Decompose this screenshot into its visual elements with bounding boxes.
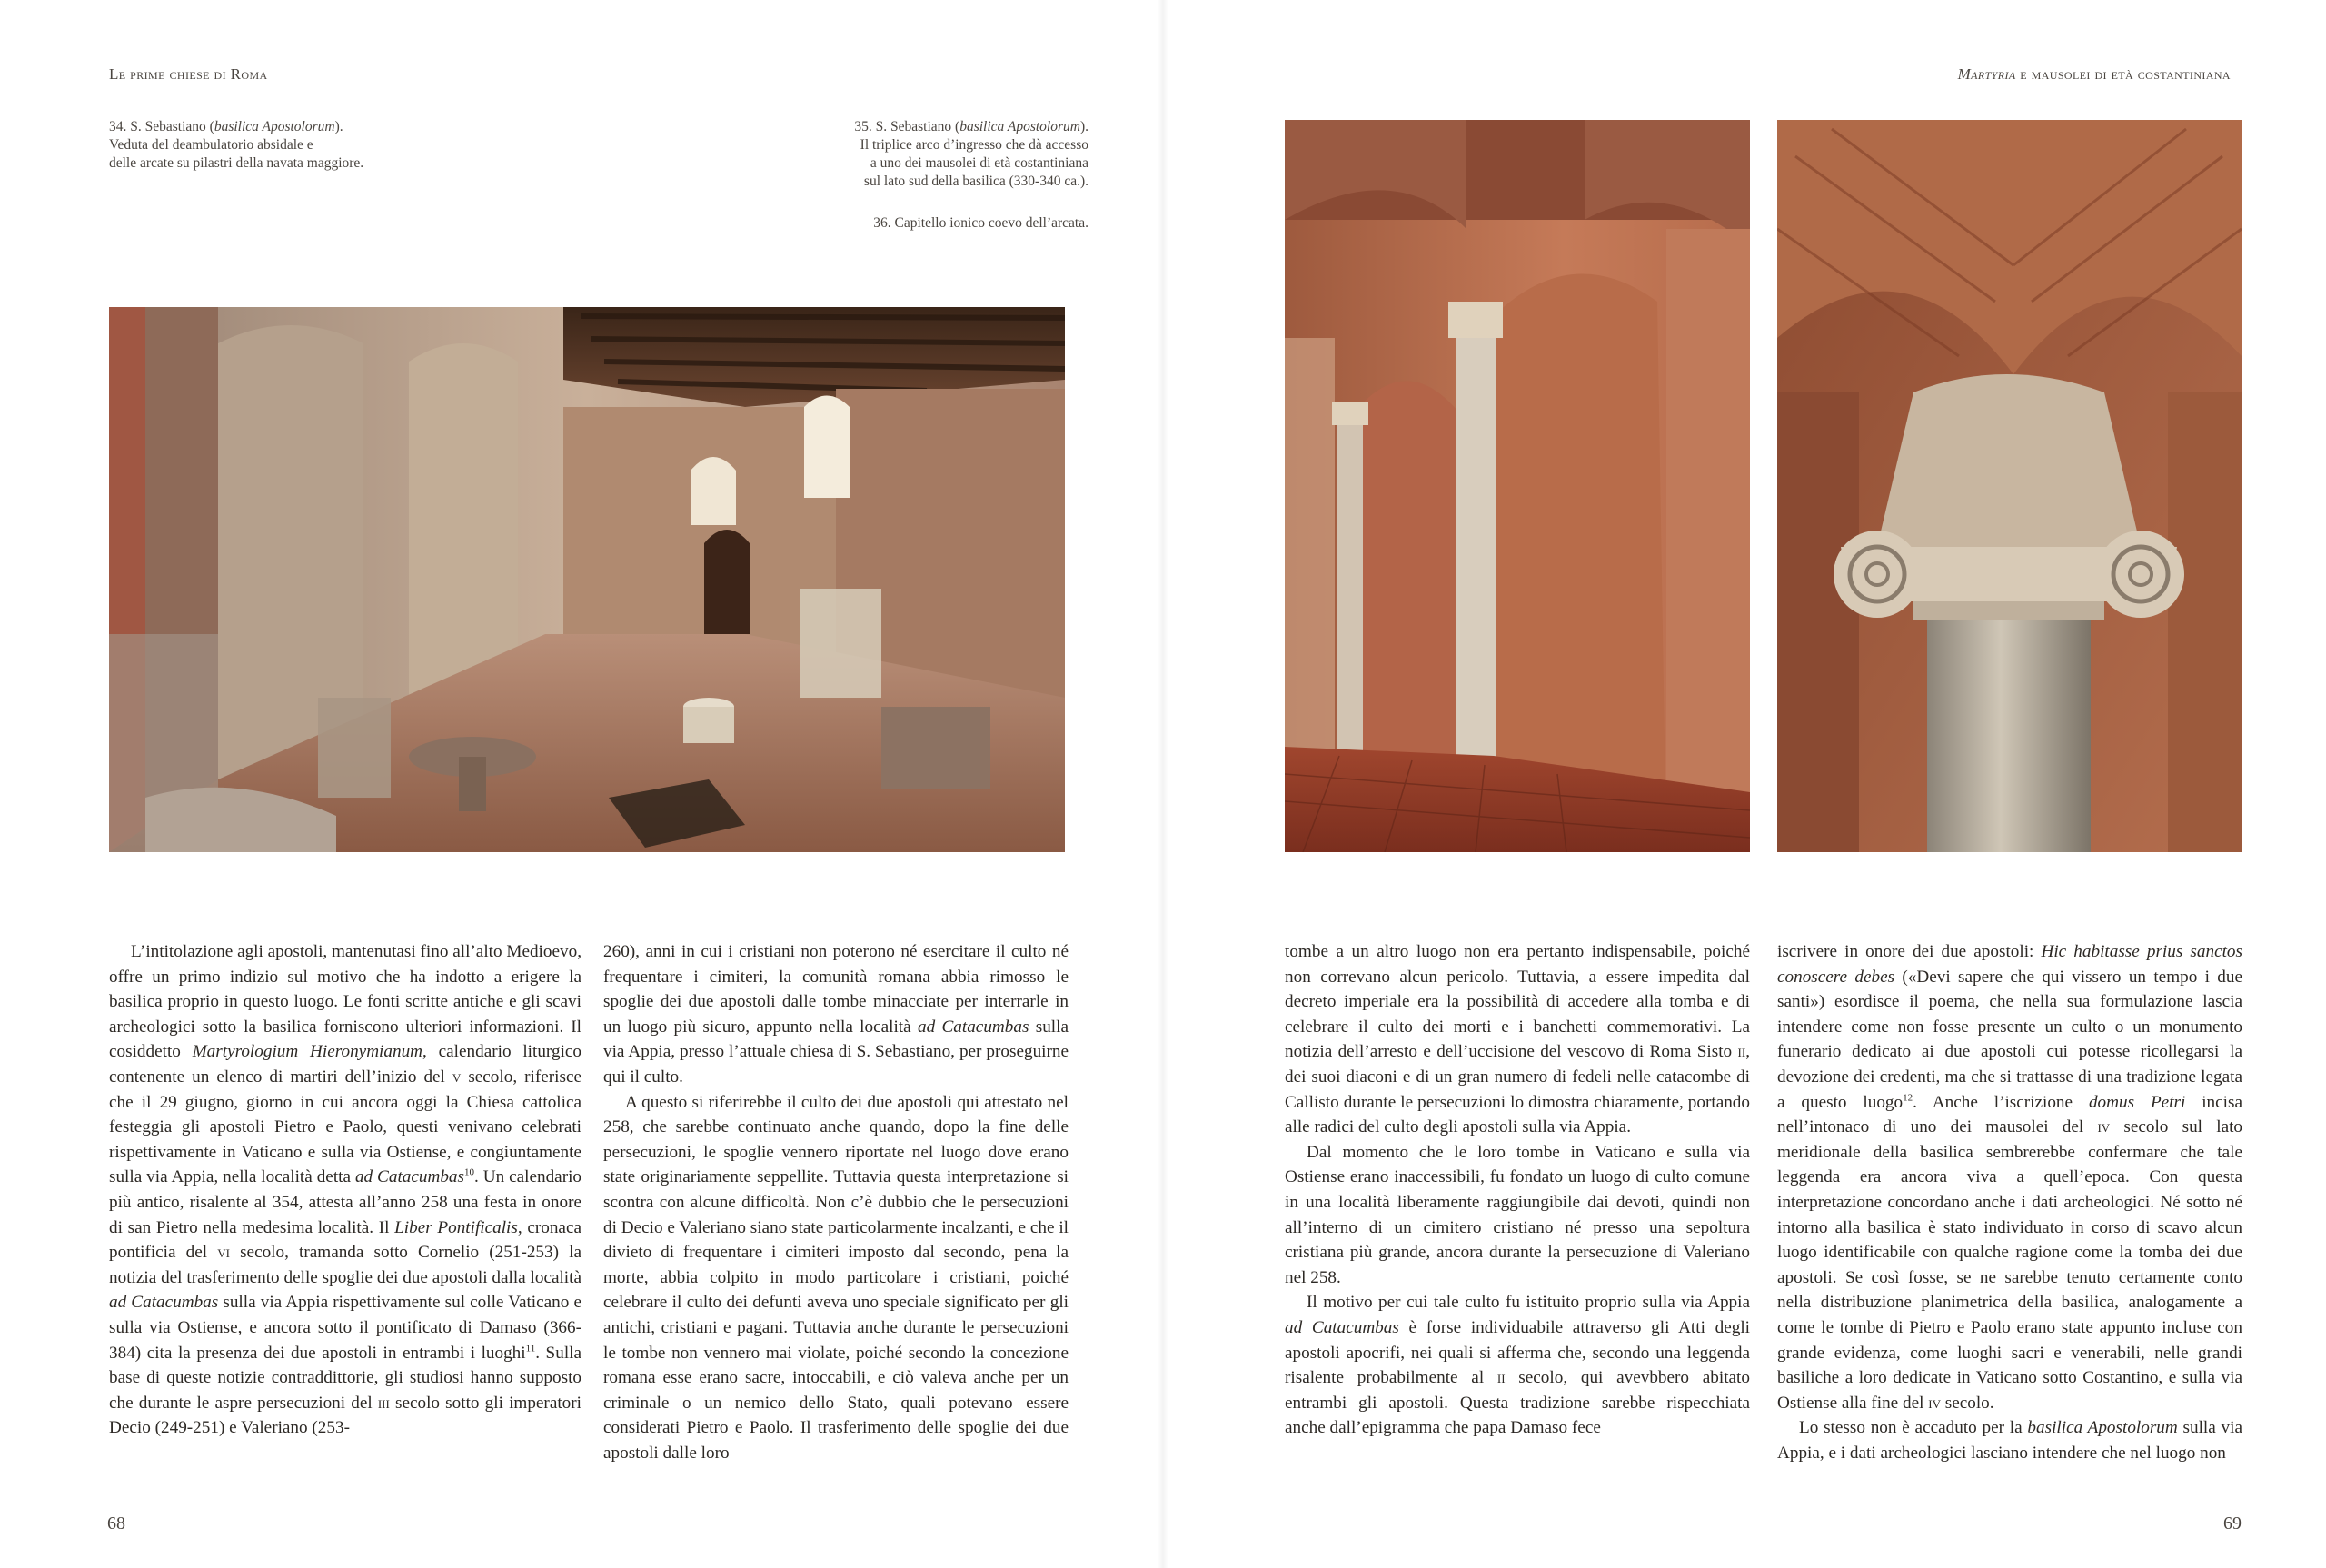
page-number-right: 69	[2223, 1513, 2242, 1533]
caption-35	[691, 118, 1088, 191]
paragraph	[1777, 939, 2242, 1415]
body-italic: Hic habitasse prius sanctos conoscere debes	[1777, 942, 2242, 987]
caption-line: Veduta del deambulatorio absidale e	[109, 137, 313, 153]
paragraph: Dal momento che le loro tombe in Vaticano e sulla via Ostiense erano inaccessibili, fu fondato un luogo di culto comune in una località liberamente raggiungibile dai devoti, quindi non all’interno di un cimitero cristiano né presso una sepoltura cristiana più grande, ancora durante la persecuzione di Valeriano nel 258.	[1285, 1142, 1750, 1287]
body-text: sulla via Appia rispettivamente sul colle Vaticano e sulla via Ostiense, e ancora sotto il pontificato di Damaso (366-384) cita la presenza dei due apostoli in entrambi i luoghi	[109, 1293, 582, 1363]
photo-ionic-capital	[1777, 120, 2242, 852]
body-text: iscrivere in onore dei due apostoli:	[1777, 942, 2042, 961]
footnote-ref: 10	[464, 1166, 474, 1178]
body-italic: ad Catacumbas	[109, 1293, 219, 1313]
caption-text: ).	[334, 119, 343, 134]
body-text: sulla via Appia, presso l’attuale chiesa di S. Sebastiano, per proseguirne qui il culto.	[603, 1017, 1069, 1087]
text-column-1	[109, 939, 582, 1441]
page-number-left: 68	[107, 1513, 125, 1533]
photo-interior-image	[109, 307, 1065, 852]
caption-line: delle arcate su pilastri della navata maggiore.	[109, 155, 364, 171]
body-smallcaps: iii	[377, 1393, 390, 1413]
text-column-2	[603, 939, 1069, 1465]
caption-italic: basilica Apostolorum	[214, 119, 335, 134]
body-text: , calendario liturgico contenente un elenco di martiri dell’inizio del	[109, 1042, 582, 1087]
photo-triple-arch	[1285, 120, 1750, 852]
text-column-4	[1777, 939, 2242, 1465]
footnote-ref: 12	[1903, 1092, 1913, 1104]
body-italic: ad Catacumbas	[917, 1017, 1029, 1037]
photo-arch-image	[1285, 120, 1750, 852]
caption-italic: basilica Apostolorum	[959, 119, 1080, 134]
paragraph	[1285, 1290, 1750, 1441]
caption-36	[691, 214, 1088, 233]
body-italic: domus Petri	[2088, 1092, 2186, 1112]
body-smallcaps: ii	[1737, 1042, 1746, 1062]
paragraph	[603, 939, 1069, 1090]
text-column-3	[1285, 939, 1750, 1441]
caption-line: Il triplice arco d’ingresso che dà accesso	[860, 137, 1088, 153]
body-smallcaps: ii	[1496, 1368, 1506, 1388]
body-text: . Un calendario più antico, risalente al 354, attesta all’anno 258 una festa in onore di san Pietro nella medesima località. Il	[109, 1167, 582, 1237]
gutter-shadow	[1158, 0, 1168, 1568]
body-text: L’intitolazione agli apostoli, mantenutasi fino all’alto Medioevo, offre un primo indizio sul motivo che ha indotto a erigere la basilica proprio in questo luogo. Le fonti scritte antiche e gli scavi archeologici sotto la basilica forniscono ulteriori informazioni. Il cosiddetto	[109, 942, 582, 1062]
body-text: . Sulla base di queste notizie contraddittorie, gli studiosi hanno supposto che durante le aspre persecuzioni del	[109, 1343, 582, 1413]
body-text: («Devi sapere che qui vissero un tempo i due santi») esordisce il poema, che nella sua formulazione lascia intendere come non fosse presente un culto o un monumento funerario dedicato ai due apostoli cui potesse ricollegarsi la devozione dei credenti, ma che si trattasse di una tradizione legata a questo luogo	[1777, 967, 2242, 1112]
caption-line: sul lato sud della basilica (330-340 ca.).	[863, 174, 1088, 189]
running-head-left: Le prime chiese di Roma	[109, 65, 268, 83]
body-smallcaps: iv	[2097, 1117, 2111, 1137]
paragraph: A questo si riferirebbe il culto dei due apostoli qui attestato nel 258, che sarebbe continuato anche quando, dopo la fine delle persecuzioni, le spoglie vennero riportate nel luogo dove erano state originariamente seppellite. Tuttavia questa interpretazione si scontra con alcune difficoltà. Non c’è dubbio che le persecuzioni di Decio e Valeriano siano state particolarmente incalzanti, e che il divieto di frequentare i cimiteri imposto dal secondo, pena la morte, abbia colpito in modo particolare i cristiani, poiché celebrare il culto dei defunti aveva uno speciale significato per gli antichi, cristiani e pagani. Tuttavia anche durante le persecuzioni le tombe non vennero mai violate, poiché secondo la concezione romana esse erano sacre, intoccabili, e ciò valeva anche per un criminale o un nemico dello Stato, quali potevano essere considerati Pietro e Paolo. Il trasferimento delle spoglie dei due apostoli dalle loro	[603, 1092, 1069, 1463]
paragraph	[109, 939, 582, 1441]
body-text: sulla via Appia, e i dati archeologici lasciano intendere che nel luogo non	[1777, 1418, 2242, 1463]
caption-text: ).	[1079, 119, 1088, 134]
caption-text: 34. S. Sebastiano (	[109, 119, 214, 134]
body-text: . Anche l’iscrizione	[1913, 1092, 2089, 1112]
body-italic: ad Catacumbas	[354, 1167, 464, 1187]
footnote-ref: 11	[525, 1343, 536, 1355]
body-text: tombe a un altro luogo non era pertanto indispensabile, poiché non correvano alcun pericolo. Tuttavia, a essere impedita dal decreto imperiale era la possibilità di accedere alla tomba e di celebrare il culto dei morti e i banchetti commemorativi. La notizia dell’arresto e dell’uccisione del vescovo di Roma Sisto	[1285, 942, 1750, 1062]
running-head-right	[1958, 65, 2231, 84]
body-text: è forse individuabile attraverso gli Atti degli apostoli apocrifi, nei quali si afferma che, secondo una leggenda risalente probabilmente al	[1285, 1317, 1750, 1388]
body-italic: ad Catacumbas	[1285, 1317, 1399, 1337]
body-text: secolo.	[1940, 1393, 1994, 1413]
body-text: incisa nell’intonaco di uno dei mausolei del	[1777, 1092, 2242, 1137]
body-text: 260), anni in cui i cristiani non poterono né esercitare il culto né frequentare i cimiteri, la comunità romana abbia rimosso le spoglie dei due apostoli dalle tombe minacciate per interrarle in un luogo più sicuro, appunto nella località	[603, 942, 1069, 1037]
body-italic: basilica Apostolorum	[2027, 1418, 2178, 1438]
paragraph	[1777, 1415, 2242, 1465]
caption-text: 35. S. Sebastiano (	[854, 119, 960, 134]
body-text: secolo sul lato meridionale della basilica sembrerebbe confermare che tale leggenda era ancora viva a quell’epoca. Con questa interpretazione concordano anche i dati archeologici. Né sotto né intorno alla basilica è stato individuato in corso di scavo alcun luogo identificabile con qualche ragione come la tomba dei due apostoli. Se così fosse, se ne sarebbe tenuto certamente conto nella distribuzione planimetrica della basilica, analogamente a come le tombe di Pietro e Paolo erano state appunto incluse con grande evidenza, come luoghi sacri e venerabili, nelle grandi basiliche a loro dedicate in Vaticano sotto Costantino, e sulla via Ostiense alla fine del	[1777, 1117, 2243, 1413]
caption-line: 36. Capitello ionico coevo dell’arcata.	[873, 215, 1088, 231]
body-smallcaps: v	[452, 1067, 462, 1087]
body-smallcaps: vi	[217, 1243, 230, 1263]
body-text: secolo, riferisce che il 29 giugno, giorno in cui ancora oggi la Chiesa cattolica festeggia gli apostoli Pietro e Paolo, questi venivano celebrati rispettivamente in Vaticano e sulla via Ostiense, e congiuntamente sulla via Appia, nella località detta	[109, 1067, 582, 1187]
caption-34	[109, 118, 472, 173]
photo-basilica-interior	[109, 307, 1065, 852]
caption-line: a uno dei mausolei di età costantiniana	[870, 155, 1088, 171]
paragraph	[1285, 939, 1750, 1140]
body-text: Il motivo per cui tale culto fu istituito proprio sulla via Appia	[1307, 1293, 1750, 1313]
body-text: secolo, tramanda sotto Cornelio (251-253) la notizia del trasferimento delle spoglie dei due apostoli dalla località	[109, 1243, 582, 1287]
body-text: , cronaca pontificia del	[109, 1217, 582, 1263]
running-head-right-italic: Martyria	[1957, 65, 2016, 83]
body-text: secolo, qui avevbbero abitato entrambi gli apostoli. Questa tradizione sarebbe rispecchiata anche dall’epigramma che papa Damaso fece	[1285, 1368, 1750, 1438]
body-text: secolo sotto gli imperatori Decio (249-251) e Valeriano (253-	[109, 1393, 582, 1438]
body-text: Lo stesso non è accaduto per la	[1799, 1418, 2028, 1438]
body-smallcaps: iv	[1928, 1393, 1941, 1413]
body-text: , dei suoi diaconi e di un gran numero di fedeli nelle catacombe di Callisto durante le persecuzioni lo dimostra chiaramente, portando alle radici del culto degli apostoli sulla via Appia.	[1285, 1042, 1750, 1137]
running-head-right-rest: e mausolei di età costantiniana	[2015, 65, 2231, 83]
body-italic: Martyrologium Hieronymianum	[192, 1042, 423, 1062]
photo-capital-image	[1777, 120, 2242, 852]
body-italic: Liber Pontificalis	[394, 1217, 518, 1237]
